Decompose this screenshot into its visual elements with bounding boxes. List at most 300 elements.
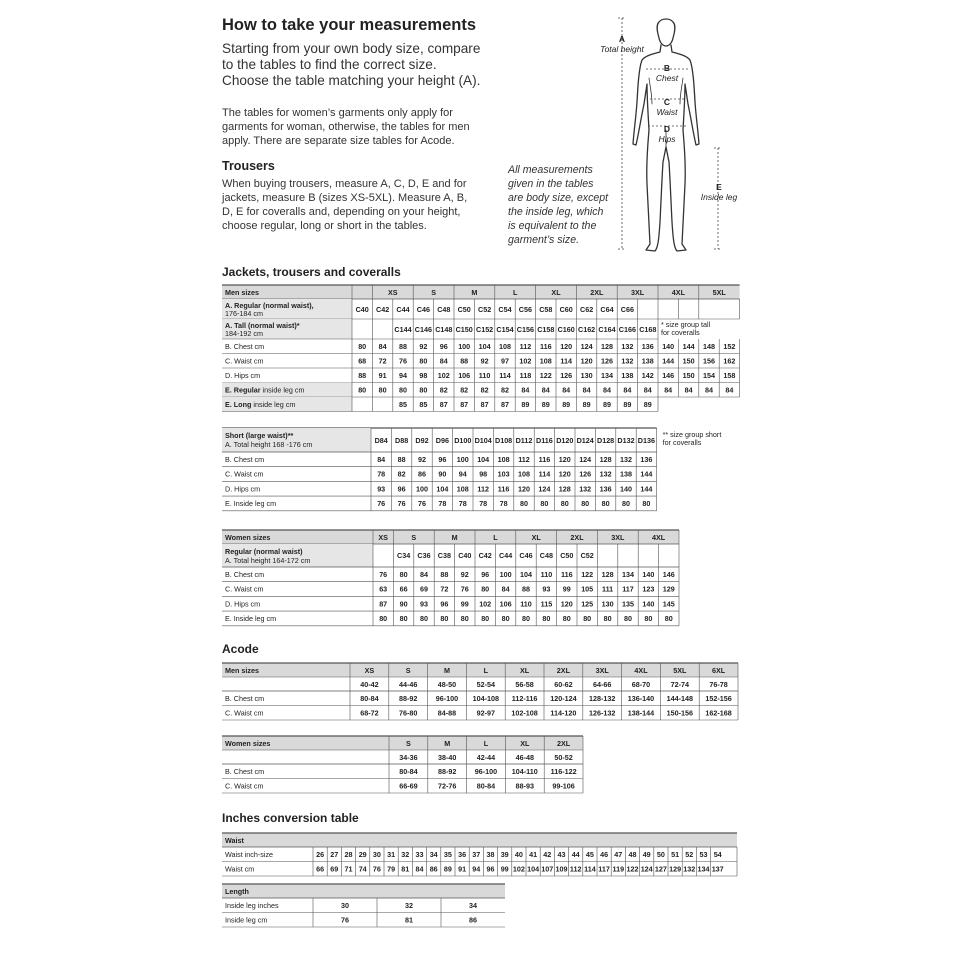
cell-value: 91 — [378, 371, 387, 380]
cell-value: 114 — [499, 371, 511, 380]
cell-value: 80 — [399, 614, 408, 624]
cell-value: 156 — [703, 356, 715, 366]
size-range: 34-36 — [399, 753, 418, 762]
cell-value: 134 — [622, 570, 634, 579]
cell-value: 93 — [420, 599, 428, 609]
cell-value: 80 — [520, 499, 528, 509]
cell-value: 80 — [644, 614, 653, 624]
size-code: D100 — [454, 436, 472, 445]
cell-value: 158 — [723, 371, 736, 380]
cell-value: 102 — [512, 864, 525, 874]
cell-value: 108 — [518, 469, 530, 479]
size-code: C44 — [499, 551, 513, 560]
cell-value: 88-92 — [399, 694, 418, 703]
cell-value: 85 — [419, 400, 428, 409]
cell-value: 39 — [500, 850, 509, 859]
cell-value: 108 — [497, 455, 510, 464]
size-range: 72-74 — [670, 680, 689, 689]
side-note: for coveralls — [661, 328, 700, 337]
note-line: All measurements — [508, 164, 593, 176]
row-label-sub: A. Total height 164-172 cm — [225, 556, 311, 565]
size-range: 38-40 — [438, 753, 457, 762]
size-code: D112 — [515, 436, 533, 445]
cell-value: 107 — [541, 864, 554, 874]
cell-value: 88-92 — [438, 767, 457, 776]
cell-value: 84 — [664, 385, 673, 395]
cell-value: 120 — [558, 469, 571, 479]
cell-value: 80 — [358, 342, 367, 351]
cell-value: 120 — [560, 599, 573, 609]
cell-value: 112 — [519, 342, 532, 351]
cell-value: 130 — [580, 371, 593, 380]
table-header-bar — [222, 833, 737, 847]
cell-value: 45 — [585, 850, 594, 859]
cell-value: 34 — [469, 901, 477, 910]
size-code: D128 — [597, 436, 615, 445]
cell-value: 120 — [580, 356, 593, 366]
cell-value: 32 — [401, 850, 410, 859]
cell-value: 86 — [469, 915, 477, 925]
row-label: B. Chest cm — [225, 342, 265, 351]
cell-value: 96 — [440, 599, 449, 609]
row-label: A. Tall (normal waist)* — [225, 321, 300, 330]
row-label: D. Hips cm — [225, 371, 261, 380]
cell-value: 33 — [415, 850, 424, 859]
cell-value: 91 — [458, 864, 467, 874]
cell-value: 138 — [641, 356, 654, 366]
cell-value: 132 — [621, 356, 634, 366]
cell-value: 80 — [583, 614, 592, 624]
cell-value: 82 — [397, 469, 406, 479]
cell-value: 84 — [377, 455, 386, 464]
table-title: Women sizes — [225, 739, 271, 748]
cell-value: 76 — [341, 915, 349, 925]
cell-value: 119 — [612, 864, 625, 874]
cell-value: 63 — [379, 584, 388, 594]
cell-value: 42 — [543, 850, 552, 859]
size-group-label: 2XL — [556, 666, 570, 675]
cell-value: 50 — [656, 850, 665, 859]
table-title: Length — [225, 887, 249, 896]
cell-value: 136-140 — [627, 694, 655, 703]
size-code: D104 — [474, 436, 492, 445]
cell-value: 80 — [622, 499, 630, 509]
table-title: Men sizes — [225, 666, 259, 675]
cell-value: 80 — [440, 614, 449, 624]
cell-value: 136 — [640, 455, 653, 464]
cell-value: 100 — [416, 484, 428, 494]
table-title: Waist — [225, 836, 244, 845]
cell-value: 69 — [330, 864, 339, 874]
cell-value: 126 — [601, 356, 613, 366]
cell-value: 99 — [562, 584, 571, 594]
cell-value: 35 — [443, 850, 452, 859]
cell-value: 80-84 — [360, 694, 379, 703]
cell-value: 129 — [669, 864, 682, 874]
cell-value: 110 — [520, 599, 532, 609]
size-code: C52 — [580, 551, 594, 560]
cell-value: 89 — [443, 864, 452, 874]
size-group-label: XL — [520, 739, 530, 748]
cell-value: 108 — [499, 342, 511, 351]
cell-value: 134 — [697, 864, 710, 874]
cell-value: C148 — [435, 325, 453, 334]
cell-value: 84 — [705, 385, 713, 395]
cell-value: 125 — [581, 599, 594, 609]
cell-value: 142 — [641, 371, 654, 380]
label-a-letter: A — [618, 34, 626, 44]
cell-value: 136 — [599, 484, 612, 494]
label-e-text: Inside leg — [700, 192, 738, 202]
cell-value: C40 — [355, 305, 369, 314]
cell-value: 144 — [662, 356, 675, 366]
note-line: given in the tables — [508, 178, 594, 190]
women-sizes-label: Women sizes — [225, 533, 271, 542]
trousers-line: D, E for coveralls and, depending on your height, — [222, 206, 461, 218]
cell-value: C152 — [476, 325, 494, 334]
table-header-bar — [222, 884, 505, 898]
size-code: C50 — [560, 551, 574, 560]
intro-paragraph-line: apply. There are separate size tables for Acode. — [222, 135, 455, 147]
cell-value: 27 — [330, 850, 339, 859]
cell-value: 88-93 — [515, 781, 534, 791]
size-code: C40 — [458, 551, 472, 560]
cell-value: 150 — [682, 371, 695, 380]
cell-value: 100 — [499, 570, 512, 579]
side-note: for coveralls — [662, 438, 702, 447]
cell-value: 51 — [671, 850, 680, 859]
cell-value: 84 — [521, 385, 530, 395]
cell-value: 46 — [600, 850, 609, 859]
cell-value: 144 — [682, 342, 695, 351]
row-label: C. Waist cm — [225, 584, 264, 594]
label-a-text: Total height — [600, 44, 644, 54]
cell-value: C150 — [455, 325, 473, 334]
cell-value: 76 — [377, 499, 386, 509]
row-label: E. Inside leg cm — [225, 499, 277, 509]
cell-value: 114 — [560, 356, 573, 366]
cell-value: 68 — [358, 356, 367, 366]
cell-value: 104 — [436, 484, 449, 494]
section-inches-heading: Inches conversion table — [222, 811, 359, 825]
cell-value: 54 — [713, 850, 722, 859]
label-b-letter: B — [663, 63, 671, 73]
cell-value: 97 — [501, 356, 509, 366]
cell-value: 145 — [662, 599, 675, 609]
cell-value: 92 — [418, 455, 426, 464]
cell-value: 52 — [685, 850, 694, 859]
cell-value: 104-108 — [472, 694, 499, 703]
cell-value: 89 — [623, 400, 632, 409]
cell-value: 38 — [486, 850, 495, 859]
size-group-label: L — [483, 739, 489, 748]
cell-value: 68-72 — [360, 708, 379, 718]
cell-value: 80 — [642, 499, 651, 509]
cell-value: 150 — [682, 356, 695, 366]
row-label: D. Hips cm — [225, 599, 261, 609]
size-group-label: XL — [520, 666, 530, 675]
cell-value: 72 — [440, 584, 449, 594]
cell-value: C56 — [518, 305, 532, 314]
cell-value: C154 — [496, 325, 514, 334]
cell-value: 127 — [654, 864, 667, 874]
side-note: ** size group short — [662, 430, 722, 439]
men-size-table — [222, 285, 740, 412]
note-line: garment’s size. — [508, 234, 580, 246]
size-group-label: 5XL — [712, 288, 726, 297]
cell-value: 110 — [540, 570, 553, 579]
row-label: B. Chest cm — [225, 694, 265, 703]
cell-value: 102-108 — [511, 708, 538, 718]
cell-value: 80 — [560, 499, 569, 509]
cell-value: C50 — [457, 305, 471, 314]
cell-value: 80 — [481, 614, 490, 624]
cell-value: 112-116 — [511, 694, 538, 703]
cell-value: 71 — [344, 864, 353, 874]
cell-value: 28 — [344, 850, 353, 859]
cell-value: 152 — [723, 342, 736, 351]
size-group-label: M — [444, 739, 451, 748]
cell-value: 76 — [397, 499, 406, 509]
cell-value: 37 — [472, 850, 481, 859]
cell-value: 87 — [501, 400, 509, 409]
cell-value: 100 — [456, 455, 469, 464]
cell-value: 87 — [379, 599, 388, 609]
cell-value: 76 — [418, 499, 426, 509]
cell-value: 112 — [518, 455, 530, 464]
cell-value: 84 — [603, 385, 611, 395]
size-code: D96 — [435, 436, 449, 445]
size-range: 40-42 — [360, 680, 379, 689]
cell-value: 79 — [387, 864, 396, 874]
size-group-label: S — [411, 533, 417, 542]
cell-value: 74 — [358, 864, 367, 874]
cell-value: 111 — [601, 584, 614, 594]
row-label: B. Chest cm — [225, 570, 265, 579]
cell-value: C48 — [437, 305, 451, 314]
label-e-letter: E — [716, 182, 722, 192]
cell-value: 53 — [699, 850, 708, 859]
size-range: 42-44 — [476, 753, 496, 762]
intro-lead-line: Choose the table matching your height (A). — [222, 73, 481, 88]
cell-value: 103 — [497, 469, 510, 479]
cell-value: C54 — [498, 305, 512, 314]
cell-value: C162 — [578, 325, 596, 334]
cell-value: 96 — [486, 864, 495, 874]
row-label: Inside leg cm — [225, 915, 268, 925]
cell-value: 108 — [539, 356, 552, 366]
cell-value: C146 — [414, 325, 432, 334]
cell-value: 98 — [419, 371, 428, 380]
row-label: Short (large waist)** — [225, 431, 294, 440]
intro-paragraph-line: The tables for women’s garments only apply for — [222, 107, 453, 119]
cell-value: 84 — [582, 385, 591, 395]
cell-value: 94 — [472, 864, 481, 874]
row-label-sub: 176-184 cm — [225, 309, 263, 318]
size-group-label: M — [451, 533, 458, 542]
table-header-bar — [222, 285, 740, 299]
cell-value: 162 — [723, 356, 736, 366]
cell-value: 80 — [358, 385, 367, 395]
cell-value: 124 — [579, 455, 592, 464]
cell-value: 109 — [555, 864, 568, 874]
cell-value: C168 — [639, 325, 657, 334]
cell-value: 146 — [662, 371, 675, 380]
cell-value: 112 — [569, 864, 582, 874]
cell-value: 108 — [456, 484, 469, 494]
cell-value: 120 — [518, 484, 530, 494]
cell-value: 80 — [419, 356, 428, 366]
cell-value: 140 — [642, 570, 655, 579]
cell-value: 84 — [541, 385, 550, 395]
cell-value: 140 — [662, 342, 675, 351]
cell-value: 116 — [560, 570, 573, 579]
size-group-label: 4XL — [671, 288, 685, 297]
page-title: How to take your measurements — [222, 16, 476, 34]
cell-value: 86 — [418, 469, 426, 479]
cell-value: 72 — [378, 356, 387, 366]
cell-value: 92 — [480, 356, 489, 366]
cell-value: 47 — [614, 850, 623, 859]
size-group-label: 5XL — [673, 666, 687, 675]
men-sizes-label: Men sizes — [225, 288, 259, 297]
cell-value: 84-88 — [437, 708, 457, 718]
cell-value: 76 — [399, 356, 407, 366]
row-label: C. Waist cm — [225, 356, 264, 366]
intro-lead-line: to the tables to find the correct size. — [222, 57, 437, 72]
size-code: C46 — [519, 551, 533, 560]
cell-value: 115 — [540, 599, 553, 609]
cell-value: C42 — [376, 305, 390, 314]
cell-value: 76 — [379, 570, 388, 579]
size-group-label: L — [513, 288, 518, 297]
acode-men-table — [222, 663, 738, 720]
cell-value: C58 — [539, 305, 553, 314]
cell-value: 66 — [399, 584, 408, 594]
cell-value: 89 — [562, 400, 571, 409]
cell-value: 116 — [538, 455, 551, 464]
cell-value: 126-132 — [589, 708, 616, 718]
trousers-line: When buying trousers, measure A, C, D, E and for — [222, 178, 467, 190]
size-range: 60-62 — [554, 680, 573, 689]
size-code: D120 — [556, 436, 574, 445]
size-group-label: 2XL — [557, 739, 571, 748]
cell-value: 78 — [499, 499, 508, 509]
size-code: D136 — [637, 436, 655, 445]
cell-value: 93 — [542, 584, 551, 594]
intro-lead-line: Starting from your own body size, compare — [222, 41, 481, 56]
cell-value: 89 — [582, 400, 591, 409]
cell-value: 78 — [438, 499, 447, 509]
row-label: C. Waist cm — [225, 469, 264, 479]
cell-value: 120-124 — [550, 694, 577, 703]
size-group-label: XL — [531, 533, 541, 542]
cell-value: 84 — [623, 385, 632, 395]
size-group-label: XS — [388, 288, 398, 297]
cell-value: 30 — [372, 850, 381, 859]
cell-value: 144 — [640, 484, 653, 494]
cell-value: 87 — [480, 400, 489, 409]
size-code: D88 — [395, 436, 409, 445]
size-code: D116 — [536, 436, 553, 445]
side-note: * size group tall — [661, 320, 711, 329]
cell-value: C62 — [580, 305, 594, 314]
section-acode-heading: Acode — [222, 642, 259, 656]
cell-value: 106 — [458, 371, 471, 380]
size-range: 68-70 — [631, 680, 651, 689]
cell-value: 88 — [440, 570, 449, 579]
row-label: B. Chest cm — [225, 767, 265, 776]
trousers-heading: Trousers — [222, 159, 275, 173]
cell-value: 135 — [622, 599, 634, 609]
row-label-sub: 184-192 cm — [225, 329, 263, 338]
cell-value: 80 — [542, 614, 551, 624]
cell-value: 140 — [620, 484, 632, 494]
size-group-label: S — [405, 666, 411, 675]
cell-value: 105 — [581, 584, 594, 594]
cell-value: 80 — [481, 584, 490, 594]
cell-value: 66-69 — [399, 781, 418, 791]
cell-value: 128 — [599, 455, 612, 464]
cell-value: 34 — [429, 850, 438, 859]
cell-value: 122 — [581, 570, 594, 579]
cell-value: 80 — [603, 614, 612, 624]
cell-value: 138 — [621, 371, 634, 380]
cell-value: 78 — [377, 469, 386, 479]
cell-value: 82 — [439, 385, 448, 395]
label-b-text: Chest — [655, 73, 679, 83]
men-short-size-table — [222, 428, 721, 511]
women-size-table — [222, 530, 679, 626]
cell-value: 132 — [683, 864, 696, 874]
size-group-label: 3XL — [631, 288, 645, 297]
cell-value: 84 — [725, 385, 734, 395]
size-range: 44-46 — [399, 680, 418, 689]
cell-value: 81 — [405, 915, 413, 925]
size-group-label: XL — [551, 288, 561, 297]
cell-value: 136 — [641, 342, 654, 351]
cell-value: 80 — [522, 614, 530, 624]
row-label: Regular (normal waist) — [225, 547, 303, 556]
cell-value: 80 — [379, 614, 388, 624]
size-range: 76-78 — [709, 680, 728, 689]
cell-value: C156 — [516, 325, 534, 334]
cell-value: 104 — [527, 864, 540, 874]
acode-women-table — [222, 736, 583, 793]
row-label: A. Regular (normal waist), — [225, 301, 314, 310]
size-code: D124 — [576, 436, 594, 445]
cell-value: 72-76 — [438, 781, 457, 791]
cell-value: 76 — [460, 584, 469, 594]
cell-value: 102 — [437, 371, 450, 380]
row-label: Waist inch-size — [225, 850, 274, 859]
cell-value: 89 — [643, 400, 652, 409]
cell-value: 128 — [601, 342, 613, 351]
cell-value: 80 — [378, 385, 387, 395]
cell-value: 92 — [460, 570, 469, 579]
size-code: D132 — [617, 436, 635, 445]
cell-value: 104 — [520, 570, 532, 579]
cell-value: 92 — [419, 342, 428, 351]
cell-value: 148 — [703, 342, 715, 351]
size-group-label: 3XL — [595, 666, 609, 675]
cell-value: 96 — [481, 570, 490, 579]
cell-value: 114 — [538, 469, 551, 479]
cell-value: 116 — [539, 342, 552, 351]
cell-value: 84 — [684, 385, 693, 395]
size-range: 64-66 — [593, 680, 612, 689]
cell-value: 152-156 — [705, 694, 732, 703]
